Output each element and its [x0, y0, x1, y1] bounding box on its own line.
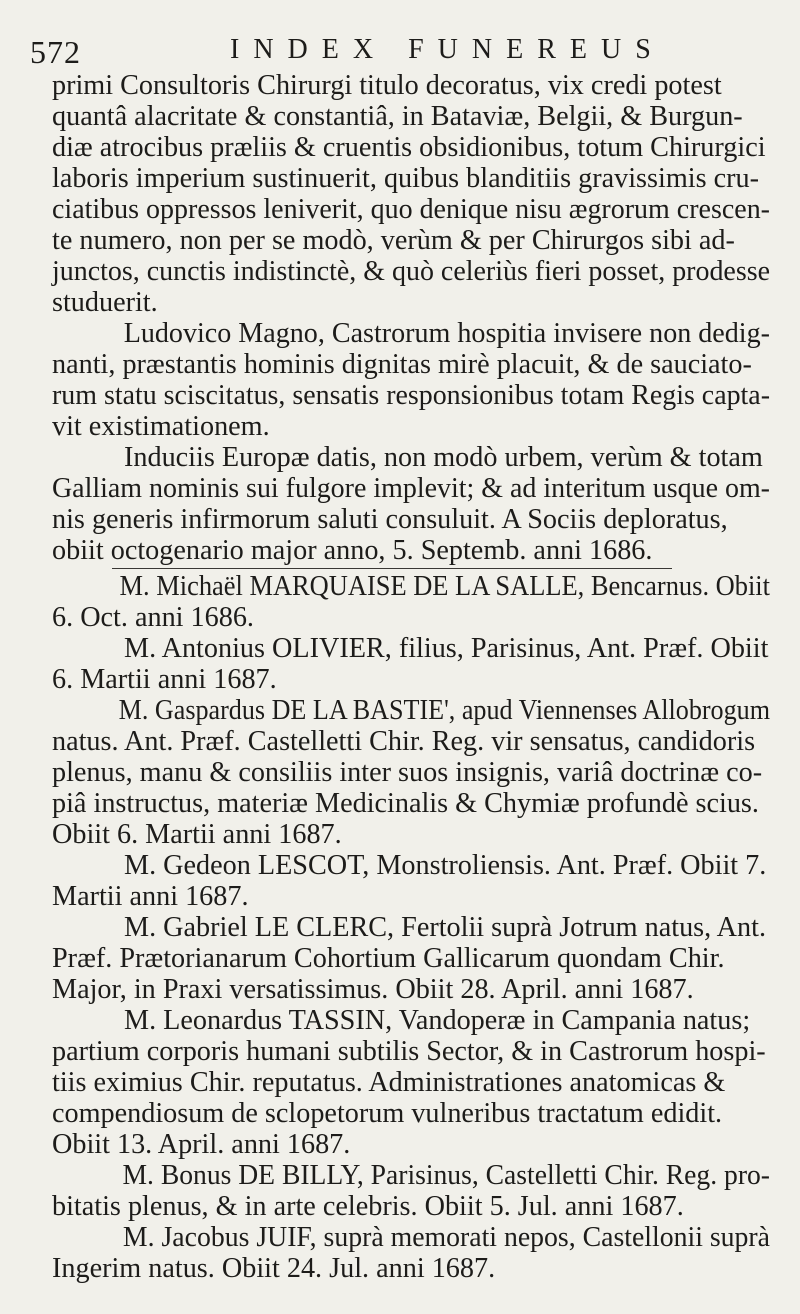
text-line: Martii anni 1687.: [52, 881, 249, 912]
text-line: te numero, non per se modò, verùm & per Chirurgos sibi ad-: [52, 225, 735, 256]
text-line: primi Consultoris Chirurgi titulo decoratus, vix credi potest: [52, 70, 722, 101]
text-line: nanti, præstantis hominis dignitas mirè placuit, & de sauciato-: [52, 349, 752, 380]
text-line: partium corporis humani subtilis Sector, & in Castrorum hospi-: [52, 1036, 766, 1067]
text-line: laboris imperium sustinuerit, quibus blanditiis gravissimis cru-: [52, 163, 759, 194]
text-line: Ludovico Magno, Castrorum hospitia invisere non dedig-: [123, 318, 770, 349]
text-line: M. Jacobus JUIF, suprà memorati nepos, Castellonii suprà: [122, 1222, 770, 1253]
page-number: 572: [30, 34, 81, 70]
text-line: Induciis Europæ datis, non modò urbem, verùm & totam: [124, 442, 763, 473]
text-line: Obiit 6. Martii anni 1687.: [52, 819, 342, 850]
text-line: diæ atrocibus præliis & cruentis obsidionibus, totum Chirurgici: [52, 132, 766, 163]
text-line: Præf. Prætorianarum Cohortium Gallicarum quondam Chir.: [52, 943, 725, 974]
text-line: 6. Martii anni 1687.: [52, 664, 277, 695]
text-line: compendiosum de sclopetorum vulneribus tractatum edidit.: [52, 1098, 723, 1129]
text-line: piâ instructus, materiæ Medicinalis & Chymiæ profundè scius.: [52, 788, 759, 819]
text-line: bitatis plenus, & in arte celebris. Obiit 5. Jul. anni 1687.: [52, 1191, 684, 1222]
text-line: M. Bonus DE BILLY, Parisinus, Castelletti Chir. Reg. pro-: [122, 1160, 770, 1191]
text-line: quantâ alacritate & constantiâ, in Bataviæ, Belgii, & Burgun-: [52, 101, 743, 132]
text-line: vit existimationem.: [52, 411, 270, 442]
text-line: Major, in Praxi versatissimus. Obiit 28. April. anni 1687.: [52, 974, 694, 1005]
text-line: plenus, manu & consiliis inter suos insignis, variâ doctrinæ co-: [52, 757, 763, 788]
text-line: M. Michaël MARQUAISE DE LA SALLE, Bencarnus. Obiit: [119, 571, 770, 602]
text-line: obiit octogenario major anno, 5. Septemb. anni 1686.: [52, 535, 653, 566]
text-line: studuerit.: [52, 287, 158, 318]
text-line: nis generis infirmorum saluti consuluit. A Sociis deploratus,: [52, 504, 728, 535]
text-line: Galliam nominis sui fulgore implevit; & ad interitum usque om-: [52, 473, 770, 504]
text-line: M. Gaspardus DE LA BASTIE', apud Viennenses Allobrogum: [118, 695, 771, 726]
text-line: M. Leonardus TASSIN, Vandoperæ in Campania natus;: [124, 1005, 751, 1036]
text-line: Obiit 13. April. anni 1687.: [52, 1129, 351, 1160]
text-line: 6. Oct. anni 1686.: [52, 602, 254, 633]
text-line: M. Antonius OLIVIER, filius, Parisinus, Ant. Præf. Obiit: [124, 633, 769, 664]
running-title: INDEX FUNEREUS: [230, 34, 665, 65]
page-header: [30, 32, 760, 72]
text-line: rum statu sciscitatus, sensatis responsionibus totam Regis capta-: [52, 380, 770, 411]
text-line: M. Gedeon LESCOT, Monstroliensis. Ant. Præf. Obiit 7.: [124, 850, 767, 881]
text-line: natus. Ant. Præf. Castelletti Chir. Reg. vir sensatus, candidoris: [52, 726, 756, 757]
text-line: Ingerim natus. Obiit 24. Jul. anni 1687.: [52, 1253, 496, 1284]
body-text: [52, 70, 770, 1284]
text-line: tiis eximius Chir. reputatus. Administrationes anatomicas &: [52, 1067, 726, 1098]
text-line: ciatibus oppressos leniverit, quo denique nisu ægrorum crescen-: [52, 194, 770, 225]
divider-rule: [112, 568, 672, 569]
text-line: junctos, cunctis indistinctè, & quò celeriùs fieri posset, prodesse: [52, 256, 770, 287]
text-line: M. Gabriel LE CLERC, Fertolii suprà Jotrum natus, Ant.: [124, 912, 766, 943]
